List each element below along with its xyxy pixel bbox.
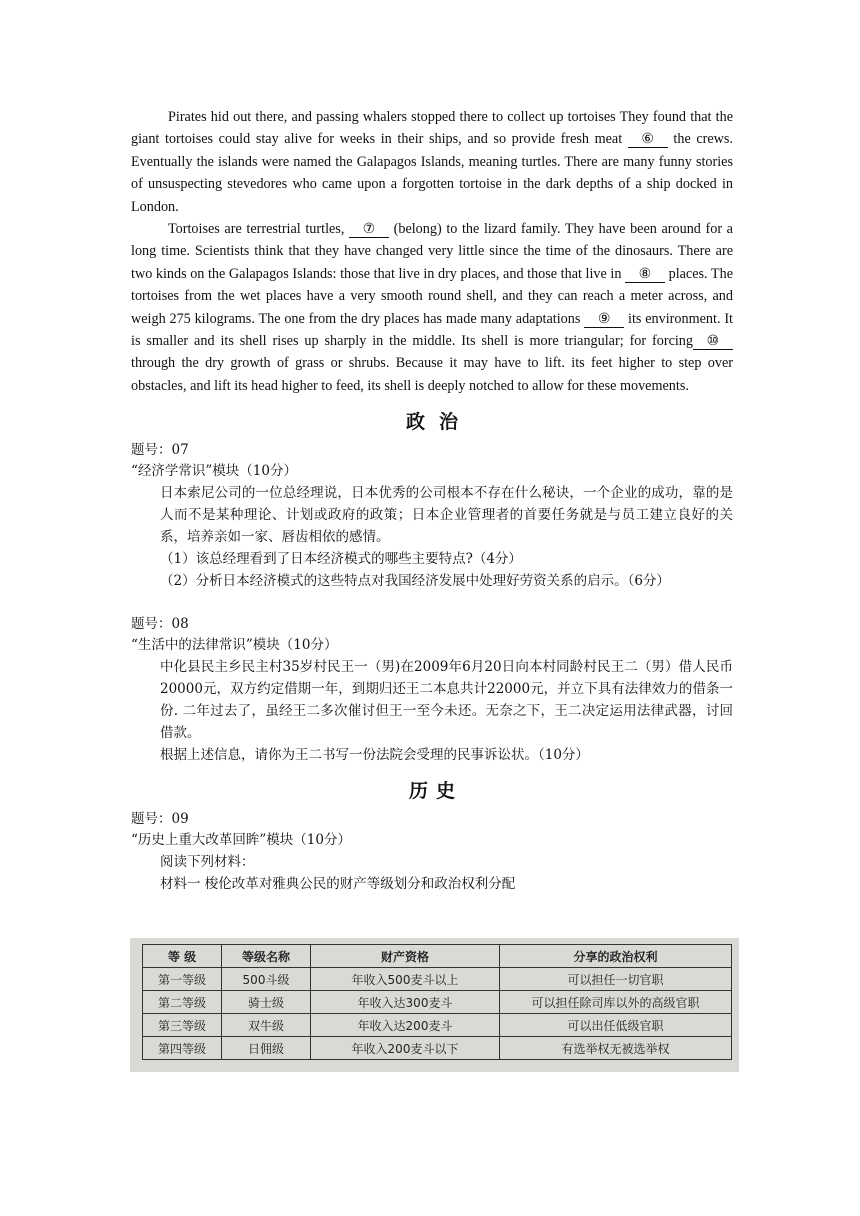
blank-9: ⑨ [584, 311, 624, 328]
q8-task: 根据上述信息，请你为王二书写一份法院会受理的民事诉讼状。（10分） [160, 747, 589, 764]
q7-sub1: （1）该总经理看到了日本经济模式的哪些主要特点?（4分） [160, 551, 522, 568]
table-cell: 日佣级 [222, 1037, 311, 1060]
blank-8: ⑧ [625, 266, 665, 283]
blank-10: ⑩ [693, 333, 733, 350]
question-number-08: 题号：08 [131, 616, 189, 633]
table-cell: 双牛级 [222, 1014, 311, 1037]
paragraph-2: Tortoises are terrestrial turtles, ⑦ (belong) to the lizard family. They have been around for a long time. Scientists think that they have changed very little since the time of the dinosaurs. There are two kinds on the Galapagos Islands: those that live in dry places, and those that live in ⑧ places. The tortoises from the wet places have a very smooth round shell, and they can reach a meter across, and weigh 275 kilograms. The one from the dry places has made many adaptations ⑨ its environment. It is smaller and its shell rises up sharply in the middle. Its shell is more triangular; for forcing ⑩ through the dry growth of grass or shrubs. Because it may have to lift. its feet higher to step over obstacles, and lift its head higher to feed, its shell is deeply notched to allow for these movements. [131, 221, 733, 394]
table-cell: 年收入500麦斗以上 [311, 968, 500, 991]
table-header: 财产资格 [311, 945, 500, 968]
table-header: 等级名称 [222, 945, 311, 968]
table-cell: 骑士级 [222, 991, 311, 1014]
q9-material-1: 材料一 梭伦改革对雅典公民的财产等级划分和政治权利分配 [160, 876, 516, 893]
table-cell: 年收入达200麦斗 [311, 1014, 500, 1037]
table-header: 等 级 [143, 945, 222, 968]
table-cell: 年收入达300麦斗 [311, 991, 500, 1014]
document-page [131, 106, 733, 895]
table-cell: 年收入200麦斗以下 [311, 1037, 500, 1060]
q7-sub2: （2）分析日本经济模式的这些特点对我国经济发展中处理好劳资关系的启示。（6分） [160, 573, 670, 590]
table-row [143, 1037, 732, 1060]
table-cell: 有选举权无被选举权 [500, 1037, 732, 1060]
q9-intro: 阅读下列材料： [160, 854, 255, 871]
english-passage [131, 106, 733, 397]
table-header-row [143, 945, 732, 968]
blank-6: ⑥ [628, 131, 668, 148]
q8-text: 中化县民主乡民主村35岁村民王一（男)在2009年6月20日向本村同龄村民王二（男）借人民币20000元，双方约定借期一年，到期归还王二本息共计22000元，并立下具有法律效力的借条一份. 二年过去了，虽经王二多次催讨但王一至今未还。无奈之下，王二决定运用法律武器，讨回借款。 [160, 659, 733, 742]
table-header: 分享的政治权利 [500, 945, 732, 968]
table-cell: 可以担任一切官职 [500, 968, 732, 991]
table-row [143, 968, 732, 991]
module-title-reform: “历史上重大改革回眸”模块（10分） [131, 832, 351, 849]
table-cell: 500斗级 [222, 968, 311, 991]
politics-heading: 政治 [405, 411, 472, 434]
blank-7: ⑦ [349, 221, 389, 238]
table-cell: 第二等级 [143, 991, 222, 1014]
table-row [143, 1014, 732, 1037]
q7-text: 日本索尼公司的一位总经理说，日本优秀的公司根本不存在什么秘诀，一个企业的成功，靠的是人而不是某种理论、计划或政府的政策；日本企业管理者的首要任务就是与员工建立良好的关系，培养亲如一家、唇齿相依的感情。 [160, 485, 733, 546]
table-row [143, 991, 732, 1014]
paragraph-1: Pirates hid out there, and passing whalers stopped there to collect up tortoises They found that the giant tortoises could stay alive for weeks in their ships, and so provide fresh meat ⑥ the crews. Eventually the islands were named the Galapagos Islands, meaning turtles. There are many funny stories of unsuspecting stevedores who came upon a forgotten tortoise in the dark depths of a ship docked in London. [131, 109, 733, 215]
module-title-law: “生活中的法律常识”模块（10分） [131, 637, 338, 654]
question-number-07: 题号：07 [131, 442, 189, 459]
table-cell: 可以担任除司库以外的高级官职 [500, 991, 732, 1014]
table-cell: 第四等级 [143, 1037, 222, 1060]
solon-reform-table [142, 944, 732, 1060]
question-number-09: 题号：09 [131, 811, 189, 828]
table-cell: 可以出任低级官职 [500, 1014, 732, 1037]
table-cell: 第三等级 [143, 1014, 222, 1037]
solon-reform-table-image [130, 938, 739, 1072]
history-heading: 历史 [408, 780, 463, 803]
table-cell: 第一等级 [143, 968, 222, 991]
module-title-economics: “经济学常识”模块（10分） [131, 463, 297, 480]
